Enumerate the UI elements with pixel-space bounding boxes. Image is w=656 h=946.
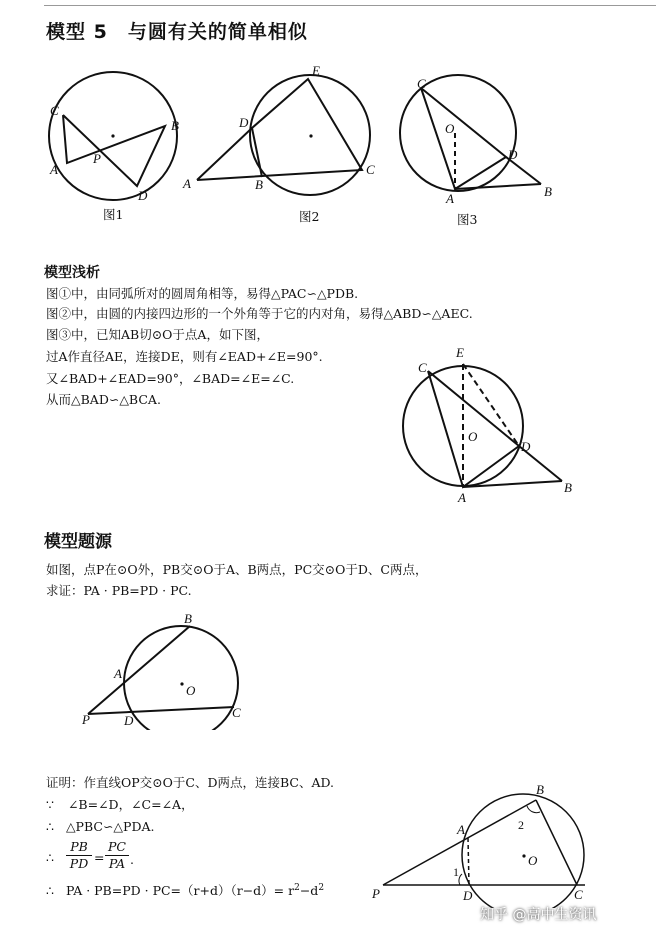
fig6-circle — [462, 794, 584, 908]
proof-step1-line — [46, 819, 154, 835]
analysis-line-1: 图①中，由同弧所对的圆周角相等，易得△PAC∽△PDB. — [46, 286, 359, 301]
fig3-label-a: A — [446, 191, 454, 206]
fig3-label-d: D — [508, 147, 518, 162]
header-rule — [44, 5, 656, 6]
frac-left-num: PB — [66, 839, 92, 856]
figure-2 — [197, 75, 370, 195]
fig6-center — [522, 854, 525, 857]
fig2-center — [309, 134, 312, 137]
fig6-label-a: A — [457, 822, 465, 837]
frac-left-den: PD — [69, 856, 89, 871]
fig6-label-d: D — [463, 888, 473, 903]
analysis-line-3: 图③中，已知AB切⊙O于点A，如下图， — [46, 327, 269, 342]
fig5-label-d: D — [124, 713, 134, 728]
fig5-center — [180, 682, 183, 685]
fig6-label-p: P — [372, 886, 380, 901]
proof-intro: 证明：作直线OP交⊙O于C、D两点，连接BC、AD. — [46, 775, 335, 790]
fig1-label-p: P — [93, 151, 101, 166]
because-symbol: ∵ — [46, 797, 54, 812]
fig6-line-pb — [383, 800, 536, 885]
proof-final-sup1: 2 — [294, 883, 300, 893]
fig2-label-a: A — [183, 176, 191, 191]
fig6-angle-label-2: 2 — [518, 818, 524, 832]
fig3-label-b: B — [544, 184, 552, 199]
fig5-label-c: C — [232, 705, 241, 720]
fig2-label-c: C — [366, 162, 375, 177]
fig5-label-o: O — [186, 683, 196, 698]
source-prove: 求证：PA · PB=PD · PC. — [46, 583, 192, 598]
figure-6 — [365, 778, 605, 908]
therefore-symbol-2: ∴ — [46, 850, 54, 865]
fig6-angle-2 — [527, 806, 540, 813]
fig6-line-ad — [468, 838, 469, 885]
fig4-label-c: C — [418, 360, 427, 375]
proof-step1: △PBC∽△PDA. — [65, 819, 155, 834]
fig3-tangent — [455, 184, 541, 189]
frac-right-den: PA — [108, 856, 126, 871]
fig1-label-b: B — [171, 118, 179, 133]
fig6-label-o: O — [528, 853, 538, 868]
fig6-angle-label-1: 1 — [453, 865, 459, 879]
fig1-label-c: C — [50, 103, 59, 118]
fig2-label-b: B — [255, 177, 263, 192]
fig6-label-b: B — [536, 782, 544, 797]
fig1-label-d: D — [138, 188, 148, 203]
fig1-center — [111, 134, 114, 137]
proof-because-text: ∠B=∠D，∠C=∠A， — [67, 797, 194, 812]
fig6-line-bc — [536, 800, 577, 885]
fig5-label-a: A — [114, 666, 122, 681]
analysis-line-5: 又∠BAD+∠EAD=90°，∠BAD=∠E=∠C. — [46, 371, 295, 386]
fig5-line-pc — [88, 707, 234, 714]
therefore-symbol-3: ∴ — [46, 883, 54, 899]
fig3-label-o: O — [445, 121, 455, 136]
figure-4 — [390, 340, 590, 510]
watermark: 知乎 @高中生资讯 — [480, 907, 597, 923]
fig5-label-b: B — [184, 611, 192, 626]
proof-final-main: PA · PB=PD · PC=（r+d）（r−d）= r — [65, 883, 295, 899]
analysis-line-2: 图②中，由圆的内接四边形的一个外角等于它的内对角，易得△ABD∽△AEC. — [46, 306, 473, 321]
proof-because-line — [46, 797, 194, 813]
figures-row — [0, 55, 656, 240]
fig5-label-p: P — [82, 712, 90, 727]
figure-5 — [70, 600, 270, 730]
figure-1 — [49, 72, 177, 200]
frac-right — [105, 839, 129, 872]
frac-equals: = — [94, 850, 105, 865]
analysis-heading: 模型浅析 — [44, 265, 100, 281]
proof-final-mid: −d — [299, 883, 319, 899]
proof-final-line — [46, 880, 324, 899]
source-problem: 如图，点P在⊙O外，PB交⊙O于A、B两点，PC交⊙O于D、C两点， — [46, 562, 428, 577]
fig5-line-pb — [88, 626, 190, 714]
fig3-caption: 图3 — [457, 212, 478, 227]
fig5-circle — [124, 626, 238, 730]
fig4-label-a: A — [458, 490, 466, 505]
frac-left — [66, 839, 92, 872]
fig1-caption: 图1 — [103, 207, 124, 222]
fig4-label-d: D — [521, 439, 531, 454]
fig6-angle-1 — [459, 874, 462, 885]
fig2-label-d: D — [239, 115, 249, 130]
frac-period: . — [130, 852, 134, 867]
therefore-symbol-1: ∴ — [46, 819, 54, 834]
fig2-lines — [197, 79, 362, 180]
fig2-label-e: E — [312, 63, 320, 78]
analysis-line-4: 过A作直径AE，连接DE，则有∠EAD+∠E=90°. — [46, 349, 323, 364]
fig3-triangle — [421, 88, 506, 189]
fig1-lines — [63, 115, 165, 186]
fig4-label-b: B — [564, 480, 572, 495]
fig3-label-c: C — [417, 76, 426, 91]
proof-final-sup2: 2 — [318, 883, 325, 893]
fig4-label-e: E — [456, 345, 464, 360]
fig4-label-o: O — [468, 429, 478, 444]
fig6-label-c: C — [574, 887, 583, 902]
figure-3 — [400, 75, 541, 191]
analysis-line-6: 从而△BAD∽△BCA. — [46, 392, 161, 407]
fig2-caption: 图2 — [299, 209, 320, 224]
frac-right-num: PC — [105, 839, 129, 856]
page-title: 模型 5 与圆有关的简单相似 — [46, 21, 308, 43]
fig3-circle — [400, 75, 516, 191]
source-heading: 模型题源 — [44, 532, 112, 552]
fig1-label-a: A — [50, 162, 58, 177]
